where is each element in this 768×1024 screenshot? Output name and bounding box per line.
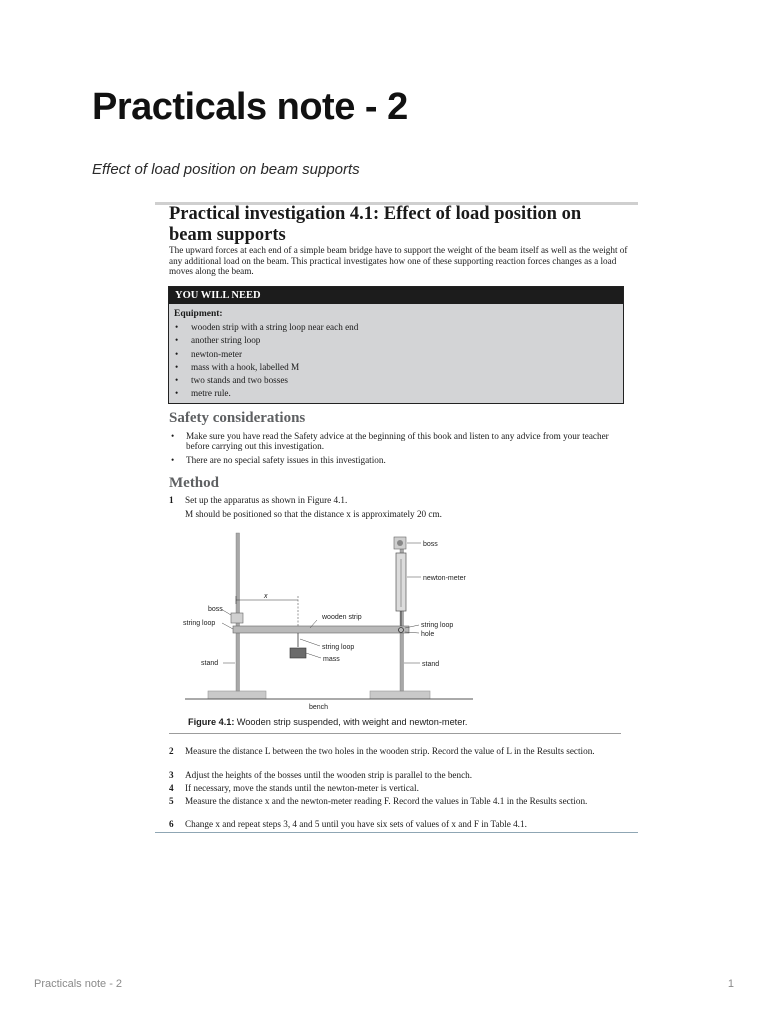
equipment-item: • newton-meter bbox=[169, 348, 623, 361]
scan-bottom-border bbox=[155, 832, 638, 833]
label-wooden-strip: wooden strip bbox=[322, 614, 362, 621]
step-number: 6 bbox=[169, 819, 174, 829]
step-text: Measure the distance L between the two holes in the wooden strip. Record the value of L in the Results section. bbox=[185, 746, 595, 756]
step-text: M should be positioned so that the distance x is approximately 20 cm. bbox=[185, 508, 442, 519]
investigation-title: Practical investigation 4.1: Effect of load position on beam supports bbox=[169, 204, 582, 245]
figure-rule bbox=[169, 733, 621, 734]
method-step-5 bbox=[169, 796, 627, 807]
label-newton-meter: newton-meter bbox=[423, 575, 466, 582]
method-step-3 bbox=[169, 770, 627, 781]
step-text: Measure the distance x and the newton-meter reading F. Record the values in Table 4.1 in the Results section. bbox=[185, 796, 588, 806]
safety-list bbox=[169, 431, 629, 468]
equipment-list bbox=[169, 321, 623, 401]
stand-left bbox=[236, 533, 240, 691]
safety-item: • There are no special safety issues in this investigation. bbox=[169, 455, 629, 465]
label-x: x bbox=[264, 593, 268, 600]
investigation-intro: The upward forces at each end of a simple beam bridge have to support the weight of the beam itself as well as the weight of any additional load on the beam. This practical investigates how one of these supporting reaction forces changes as a load moves along the beam. bbox=[169, 245, 628, 277]
step-text: If necessary, move the stands until the newton-meter is vertical. bbox=[185, 783, 419, 793]
label-boss-left: boss bbox=[208, 606, 223, 613]
label-string-loop-left: string loop bbox=[183, 620, 216, 627]
equipment-item: • two stands and two bosses bbox=[169, 374, 623, 387]
boss-right-knob bbox=[397, 540, 403, 546]
method-step-2 bbox=[169, 746, 627, 757]
equipment-item: • wooden strip with a string loop near each end bbox=[169, 321, 623, 334]
method-step-1 bbox=[169, 495, 627, 519]
bench-pad-right bbox=[370, 691, 430, 699]
label-mass: mass bbox=[323, 656, 340, 663]
equipment-item: • another string loop bbox=[169, 334, 623, 347]
method-heading: Method bbox=[169, 475, 219, 491]
figure-caption bbox=[188, 717, 467, 727]
step-number: 3 bbox=[169, 770, 174, 780]
method-step-6 bbox=[169, 819, 627, 830]
wooden-strip bbox=[233, 626, 409, 633]
step-number: 4 bbox=[169, 783, 174, 793]
footer-page-number: 1 bbox=[727, 978, 734, 990]
figure-caption-label: Figure 4.1: bbox=[188, 717, 235, 727]
scanned-page-image bbox=[155, 202, 638, 834]
equipment-item: • metre rule. bbox=[169, 387, 623, 400]
you-will-need-heading: YOU WILL NEED bbox=[169, 287, 623, 304]
label-string-loop-right: string loop bbox=[421, 622, 454, 629]
equipment-label: Equipment: bbox=[174, 309, 223, 319]
label-stand-left: stand bbox=[201, 660, 219, 667]
boss-left bbox=[231, 613, 243, 623]
step-number: 5 bbox=[169, 796, 174, 806]
mass-block bbox=[290, 648, 306, 658]
page-title: Practicals note - 2 bbox=[92, 86, 408, 128]
step-number: 1 bbox=[169, 495, 174, 505]
apparatus-diagram bbox=[175, 529, 485, 714]
label-bench: bench bbox=[309, 704, 329, 711]
equipment-item: • mass with a hook, labelled M bbox=[169, 361, 623, 374]
step-text: Change x and repeat steps 3, 4 and 5 until you have six sets of values of x and F in Table 4.1. bbox=[185, 819, 527, 829]
step-text: Adjust the heights of the bosses until the wooden strip is parallel to the bench. bbox=[185, 770, 473, 780]
you-will-need-box bbox=[168, 286, 624, 404]
step-text: Set up the apparatus as shown in Figure 4.1. bbox=[185, 495, 348, 505]
method-step-4 bbox=[169, 783, 627, 794]
safety-heading: Safety considerations bbox=[169, 410, 306, 426]
label-stand-right: stand bbox=[422, 661, 440, 668]
label-string-loop-mid: string loop bbox=[322, 644, 355, 651]
label-boss-right: boss bbox=[423, 541, 438, 548]
bench-pad-left bbox=[208, 691, 266, 699]
safety-item: • Make sure you have read the Safety advice at the beginning of this book and listen to any advice from your teacher before carrying out this investigation. bbox=[169, 431, 629, 452]
footer-doc-title: Practicals note - 2 bbox=[34, 978, 123, 990]
step-number: 2 bbox=[169, 746, 174, 756]
page-subtitle: Effect of load position on beam supports bbox=[92, 161, 360, 178]
label-hole: hole bbox=[421, 631, 435, 638]
figure-caption-text: Wooden strip suspended, with weight and newton-meter. bbox=[236, 717, 468, 727]
